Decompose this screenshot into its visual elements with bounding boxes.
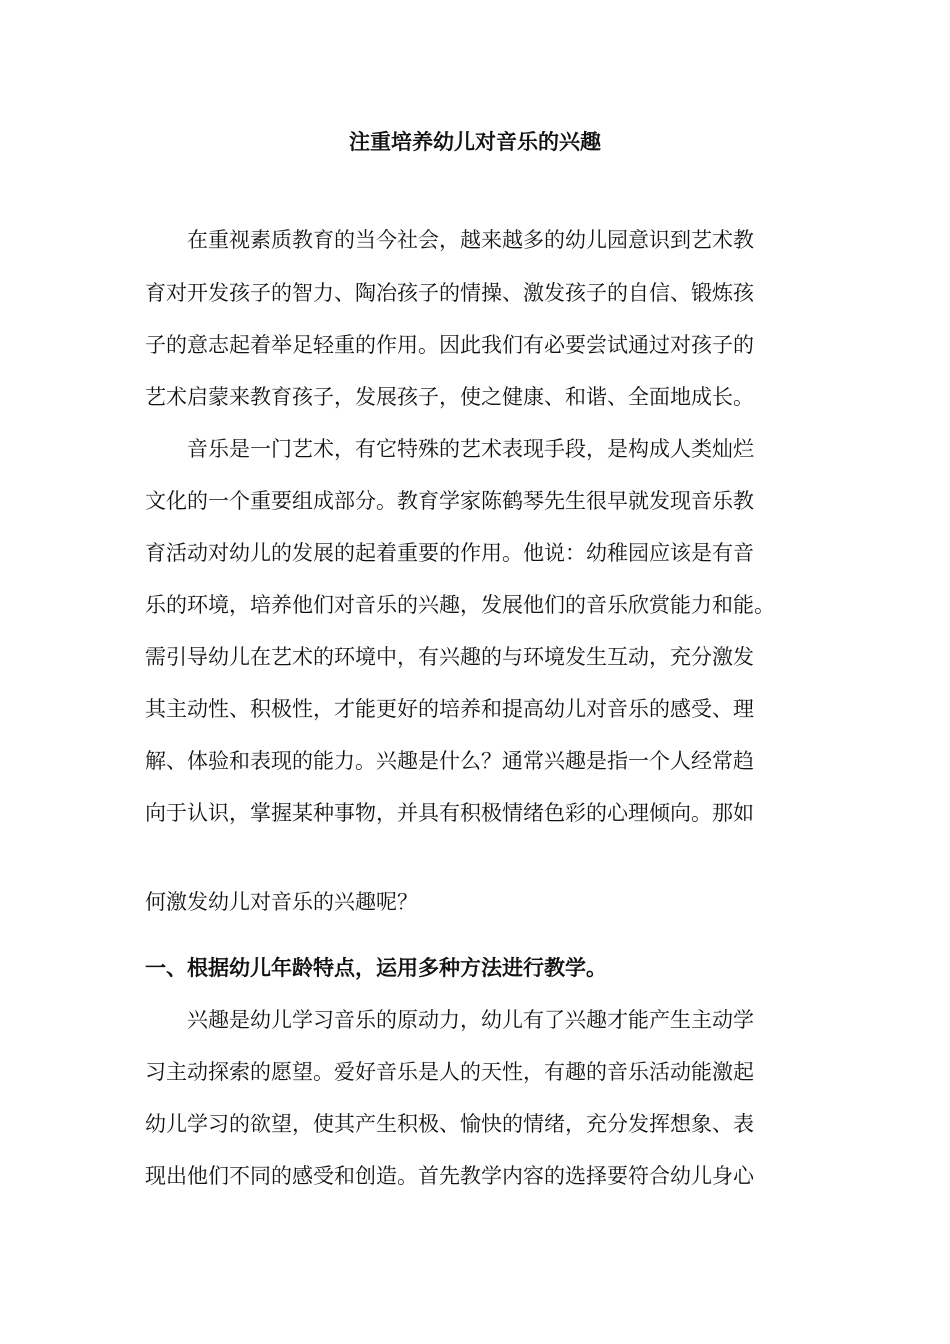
paragraph-line: 习主动探索的愿望。爱好音乐是人的天性，有趣的音乐活动能激起 — [145, 1060, 754, 1084]
paragraph-line: 在重视素质教育的当今社会，越来越多的幼儿园意识到艺术教 — [187, 228, 754, 252]
paragraph-line: 幼儿学习的欲望，使其产生积极、愉快的情绪，充分发挥想象、表 — [145, 1112, 754, 1136]
paragraph-line: 其主动性、积极性，才能更好的培养和提高幼儿对音乐的感受、理 — [145, 697, 754, 721]
paragraph-line: 育活动对幼儿的发展的起着重要的作用。他说：幼稚园应该是有音 — [145, 541, 754, 565]
paragraph-line: 兴趣是幼儿学习音乐的原动力，幼儿有了兴趣才能产生主动学 — [187, 1008, 754, 1032]
paragraph-line: 解、体验和表现的能力。兴趣是什么？通常兴趣是指一个人经常趋 — [145, 749, 754, 773]
paragraph-line: 需引导幼儿在艺术的环境中，有兴趣的与环境发生互动，充分激发 — [145, 645, 754, 669]
paragraph-line: 现出他们不同的感受和创造。首先教学内容的选择要符合幼儿身心 — [145, 1164, 754, 1188]
paragraph-line: 音乐是一门艺术，有它特殊的艺术表现手段，是构成人类灿烂 — [187, 437, 754, 461]
section-heading: 一、根据幼儿年龄特点，运用多种方法进行教学。 — [145, 955, 607, 980]
paragraph-line: 何激发幼儿对音乐的兴趣呢？ — [145, 890, 418, 914]
paragraph-line: 向于认识，掌握某种事物，并具有积极情绪色彩的心理倾向。那如 — [145, 801, 754, 825]
paragraph-line: 乐的环境，培养他们对音乐的兴趣，发展他们的音乐欣赏能力和能。 — [145, 593, 775, 617]
paragraph-line: 艺术启蒙来教育孩子，发展孩子，使之健康、和谐、全面地成长。 — [145, 385, 754, 409]
document-title: 注重培养幼儿对音乐的兴趣 — [349, 129, 601, 154]
paragraph-line: 文化的一个重要组成部分。教育学家陈鹤琴先生很早就发现音乐教 — [145, 489, 754, 513]
paragraph-line: 育对开发孩子的智力、陶冶孩子的情操、激发孩子的自信、锻炼孩 — [145, 281, 754, 305]
paragraph-line: 子的意志起着举足轻重的作用。因此我们有必要尝试通过对孩子的 — [145, 333, 754, 357]
